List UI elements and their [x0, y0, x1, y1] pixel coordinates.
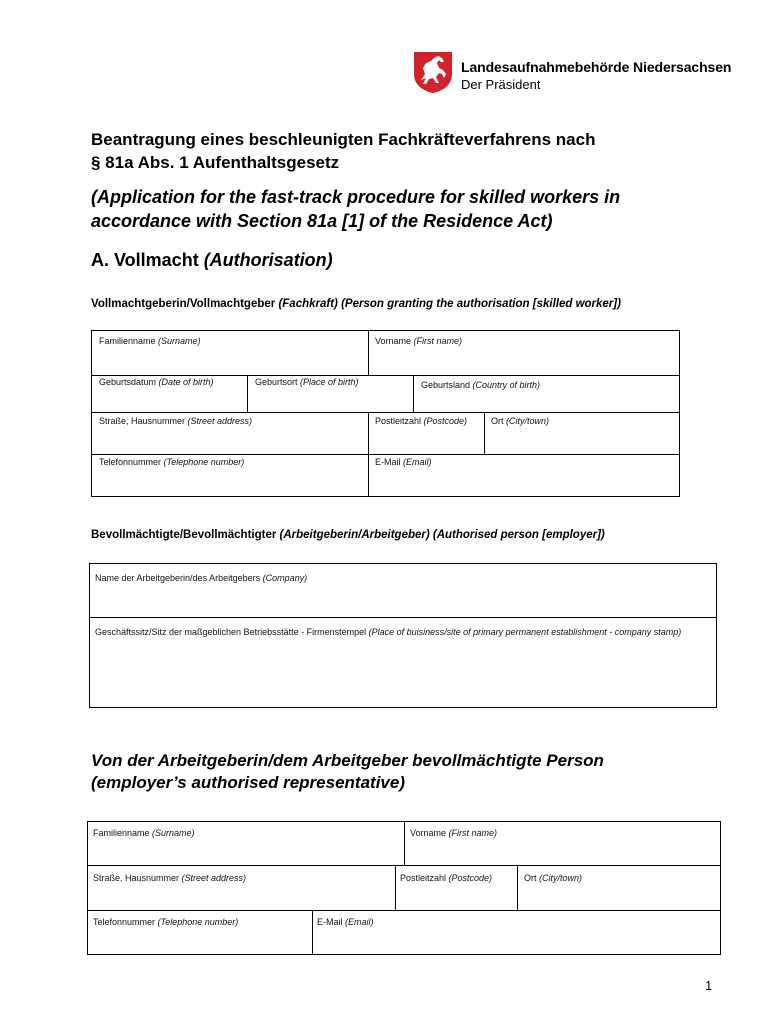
rep-street-field[interactable] [93, 873, 246, 884]
grantor-dob-label-en: (Date of birth) [158, 377, 214, 387]
title-english-line1: (Application for the fast-track procedure for skilled workers in [91, 187, 621, 207]
rep-email-label-en: (Email) [345, 917, 374, 927]
page-title-german [91, 128, 691, 174]
grantor-label-en: (Fachkraft) (Person granting the authorisation [skilled worker]) [278, 298, 621, 310]
business-seat-label-en: (Place of buisiness/site of primary permanent establishment - company stamp) [368, 627, 682, 637]
attorney-section-label [91, 529, 605, 541]
rep-street-label: Straße, Hausnummer [93, 873, 182, 883]
representative-heading-line1: Von der Arbeitgeberin/dem Arbeitgeber bevollmächtigte Person [91, 751, 604, 770]
rep-city-label: Ort [524, 873, 539, 883]
grantor-first-name-label-en: (First name) [413, 336, 463, 346]
grantor-postcode-field[interactable] [375, 416, 467, 427]
grantor-email-label-en: (Email) [403, 457, 432, 467]
rep-email-field[interactable] [317, 917, 374, 928]
section-a-heading [91, 250, 333, 271]
grantor-city-label: Ort [491, 416, 506, 426]
authority-name: Landesaufnahmebehörde Niedersachsen [461, 59, 732, 75]
company-name-label-en: (Company) [262, 573, 308, 583]
rep-first-name-field[interactable] [410, 828, 497, 839]
grantor-email-field[interactable] [375, 457, 432, 468]
rep-postcode-field[interactable] [400, 873, 492, 884]
rep-first-name-label-en: (First name) [448, 828, 498, 838]
company-name-field[interactable] [95, 573, 307, 584]
rep-surname-label-en: (Surname) [152, 828, 195, 838]
rep-street-label-en: (Street address) [181, 873, 247, 883]
grantor-city-label-en: (City/town) [506, 416, 550, 426]
business-seat-field[interactable] [95, 626, 707, 639]
section-a-heading-en: (Authorisation) [203, 250, 333, 270]
rep-phone-label-en: (Telephone number) [157, 917, 239, 927]
grantor-pob-label-en: (Place of birth) [300, 377, 359, 387]
coat-of-arms-logo [412, 50, 454, 94]
company-name-label: Name der Arbeitgeberin/des Arbeitgebers [95, 573, 263, 583]
representative-heading-line2: (employer’s authorised representative) [91, 773, 405, 792]
attorney-label-en: (Arbeitgeberin/Arbeitgeber) (Authorised person [employer]) [279, 529, 605, 541]
grantor-city-field[interactable] [491, 416, 549, 427]
grantor-dob-label: Geburtsdatum [99, 377, 159, 387]
grantor-phone-label-en: (Telephone number) [163, 457, 245, 467]
grantor-phone-label: Telefonnummer [99, 457, 164, 467]
grantor-email-label: E-Mail [375, 457, 404, 467]
business-seat-label: Geschäftssitz/Sitz der maßgeblichen Betriebsstätte - Firmenstempel [95, 627, 369, 637]
rep-city-field[interactable] [524, 873, 582, 884]
grantor-first-name-field[interactable] [375, 336, 462, 347]
rep-first-name-label: Vorname [410, 828, 449, 838]
page-title-english [91, 185, 711, 233]
rep-email-label: E-Mail [317, 917, 346, 927]
grantor-street-label: Straße, Hausnummer [99, 416, 188, 426]
grantor-cob-label: Geburtsland [421, 380, 473, 390]
rep-surname-field[interactable] [93, 828, 195, 839]
grantor-label-de: Vollmachtgeberin/Vollmachtgeber [91, 298, 279, 310]
grantor-pob-label: Geburtsort [255, 377, 301, 387]
rep-city-label-en: (City/town) [539, 873, 583, 883]
rep-postcode-label-en: (Postcode) [448, 873, 493, 883]
grantor-postcode-label: Postleitzahl [375, 416, 424, 426]
grantor-street-label-en: (Street address) [187, 416, 253, 426]
grantor-surname-label: Familienname [99, 336, 159, 346]
section-a-heading-de: A. Vollmacht [91, 250, 204, 270]
page-number: 1 [705, 978, 713, 993]
grantor-postcode-label-en: (Postcode) [423, 416, 468, 426]
grantor-first-name-label: Vorname [375, 336, 414, 346]
attorney-form [89, 563, 717, 708]
representative-heading [91, 750, 711, 794]
title-english-line2: accordance with Section 81a [1] of the Residence Act) [91, 211, 553, 231]
grantor-form [91, 330, 680, 497]
authority-subtitle: Der Präsident [461, 77, 541, 92]
grantor-section-label [91, 298, 621, 310]
title-german-line2: § 81a Abs. 1 Aufenthaltsgesetz [91, 153, 340, 172]
attorney-label-de: Bevollmächtigte/Bevollmächtigter [91, 529, 280, 541]
title-german-line1: Beantragung eines beschleunigten Fachkräfteverfahrens nach [91, 130, 596, 149]
rep-phone-label: Telefonnummer [93, 917, 158, 927]
rep-surname-label: Familienname [93, 828, 153, 838]
representative-form [87, 821, 721, 955]
rep-phone-field[interactable] [93, 917, 238, 928]
rep-postcode-label: Postleitzahl [400, 873, 449, 883]
grantor-phone-field[interactable] [99, 457, 244, 468]
grantor-cob-field[interactable] [421, 380, 540, 391]
grantor-surname-field[interactable] [99, 336, 201, 347]
grantor-street-field[interactable] [99, 416, 252, 427]
grantor-dob-field[interactable] [99, 377, 214, 388]
grantor-cob-label-en: (Country of birth) [472, 380, 541, 390]
grantor-pob-field[interactable] [255, 377, 359, 388]
grantor-surname-label-en: (Surname) [158, 336, 201, 346]
